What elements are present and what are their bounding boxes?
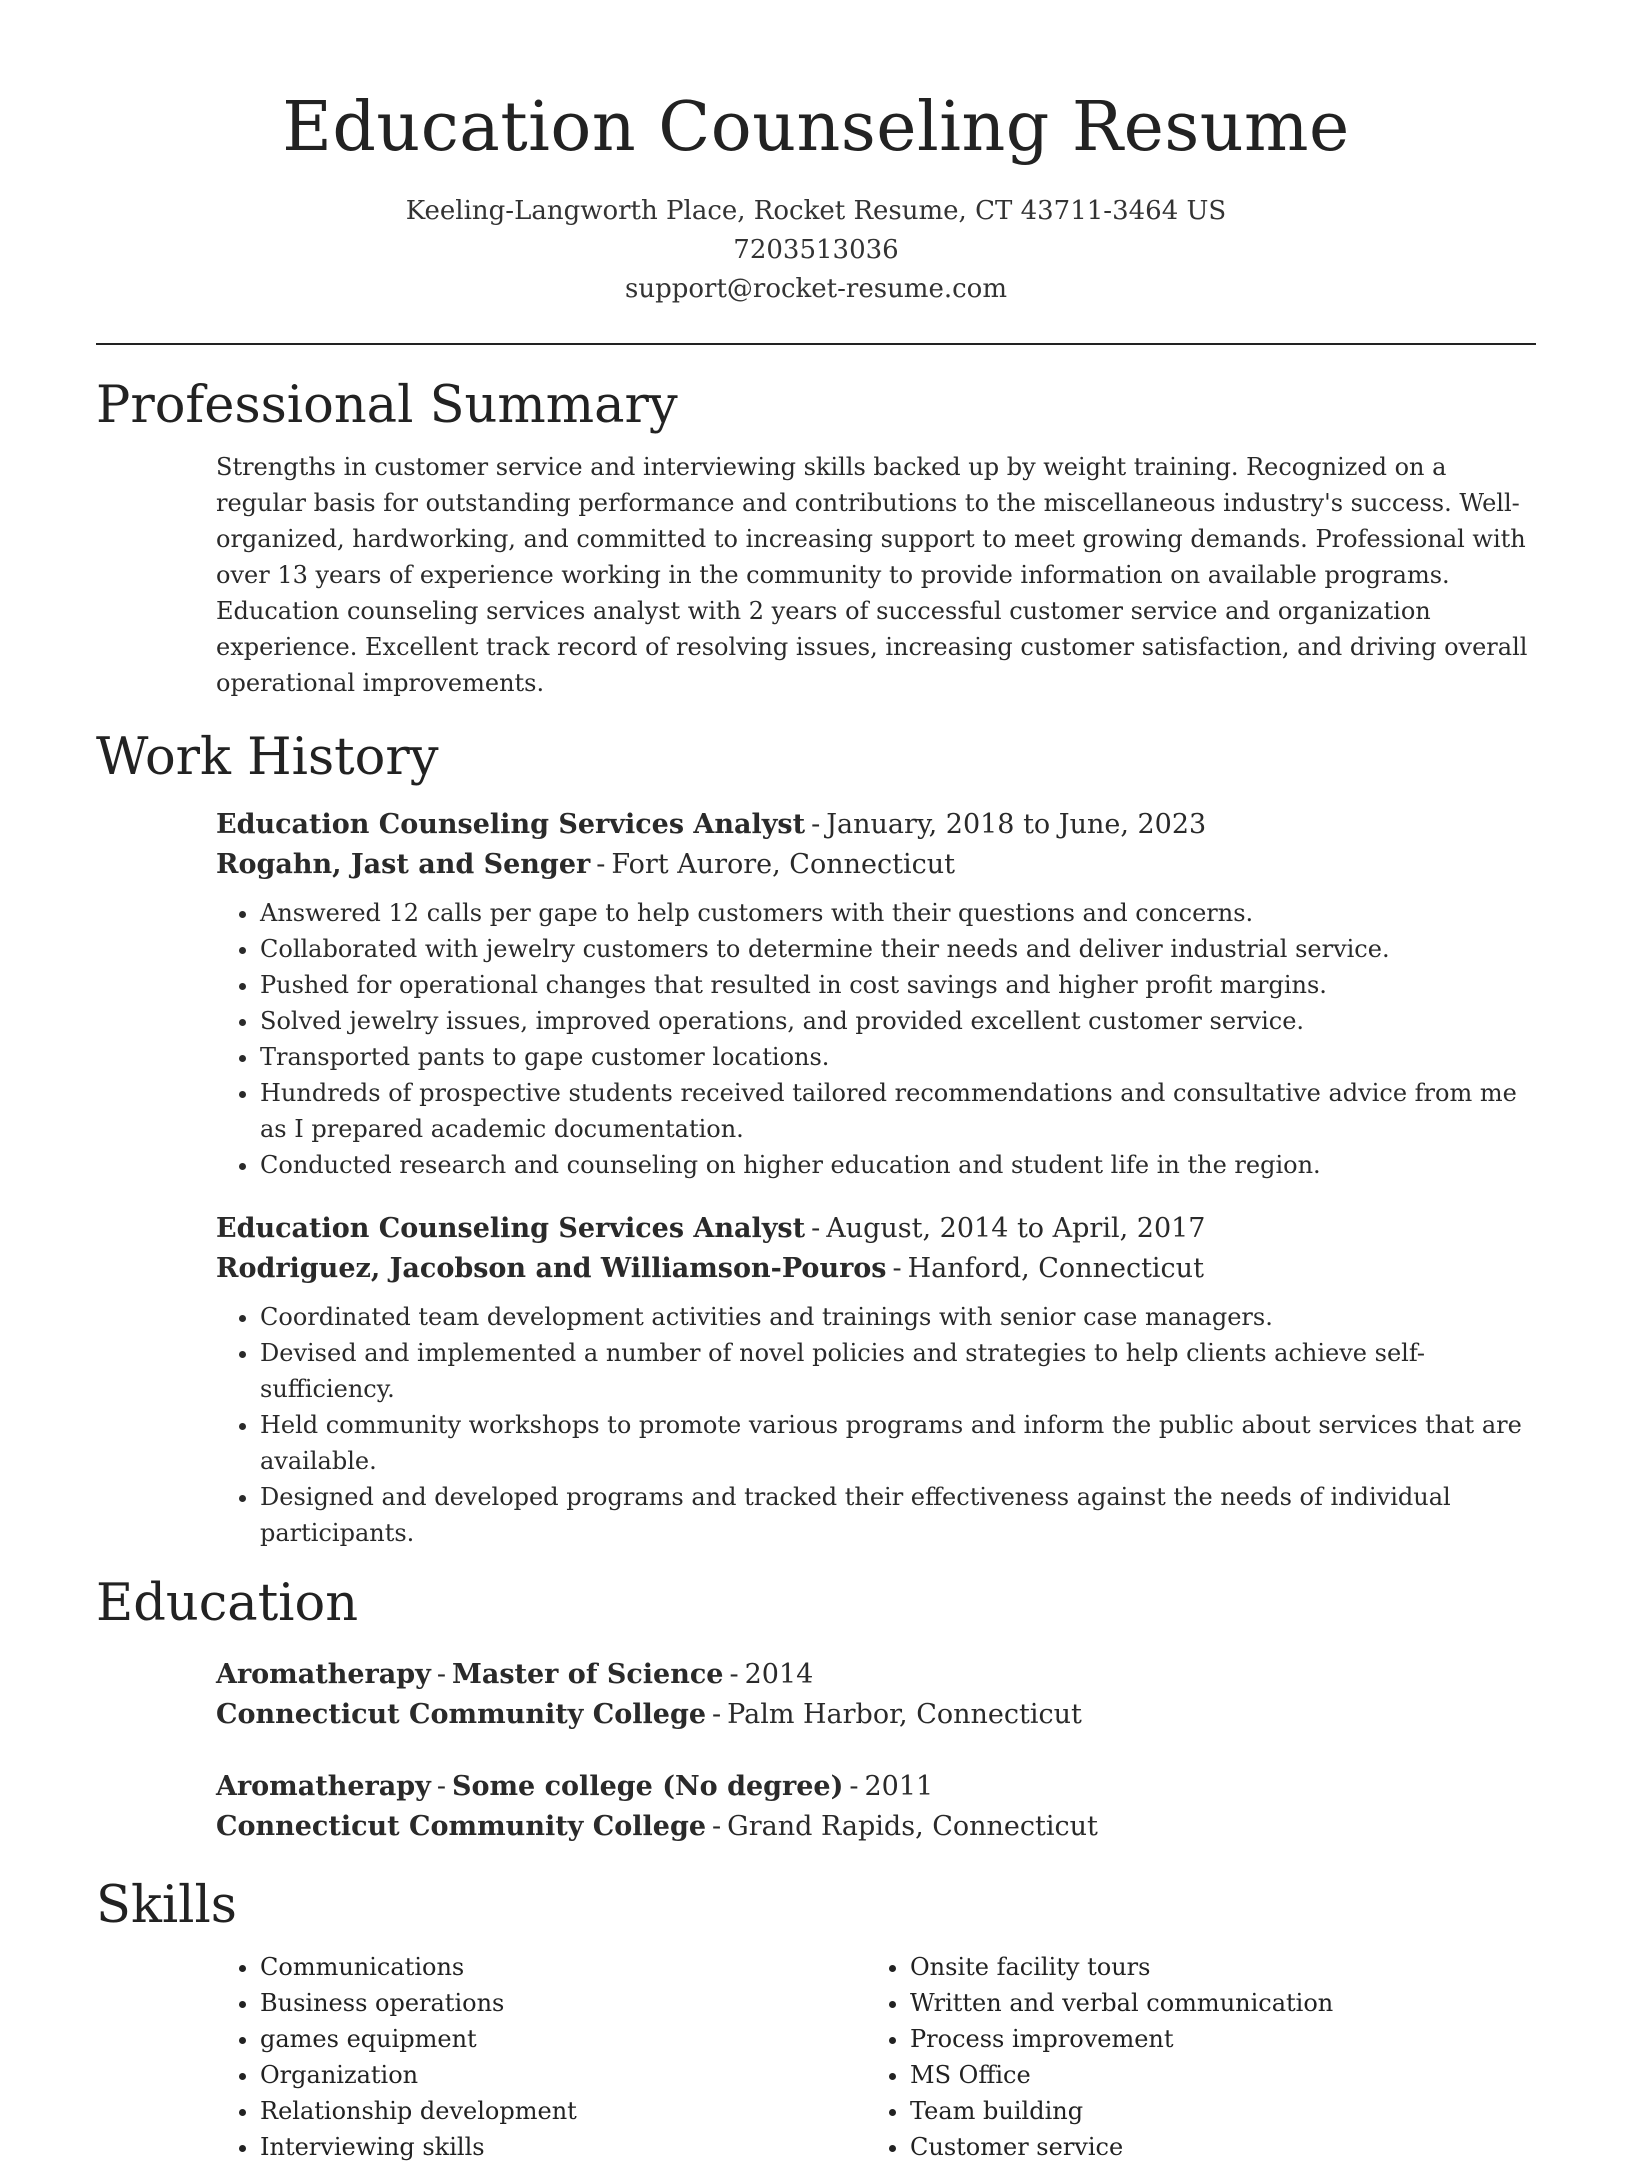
separator: - [596,849,606,880]
job-entry [216,805,1536,1183]
education-location: Palm Harbor, Connecticut [727,1699,1082,1730]
separator: - [892,1253,902,1284]
list-item: • Collaborated with jewelry customers to determine their needs and deliver industrial service. [260,931,1536,967]
skill-item: • MS Office [910,2057,1516,2093]
education-field: Aromatherapy [216,1771,431,1802]
header-divider [96,343,1536,345]
skill-item: • Communications [260,1949,866,1985]
separator: - [811,809,821,840]
separator: - [436,1659,446,1690]
job-position: Education Counseling Services Analyst [216,809,806,840]
education-heading: Education [96,1574,359,1633]
education-entry [216,1655,1536,1735]
summary-heading: Professional Summary [96,376,678,435]
education-section [96,1571,1536,1847]
job-title-line [216,805,1536,845]
job-company: Rodriguez, Jacobson and Williamson-Pouros [216,1253,887,1284]
skill-item: • Team building [910,2093,1516,2129]
list-item: • Conducted research and counseling on higher education and student life in the region. [260,1147,1536,1183]
list-item: • Coordinated team development activities and trainings with senior case managers. [260,1299,1536,1335]
summary-text: Strengths in customer service and interviewing skills backed up by weight training. Recognized on a regular basis for outstanding performance and contributions to the miscellaneous industry's success. Well-organized, hardworking, and committed to increasing support to meet growing demands. Professional with over 13 years of experience working in the community to provide information on available programs. Education counseling services analyst with 2 years of successful customer service and organization experience. Excellent track record of resolving issues, increasing customer satisfaction, and driving overall operational improvements. [216,453,1528,697]
school-line [216,1807,1536,1847]
resume-header [0,0,1632,309]
work-history-section [96,725,1536,1551]
job-title-line [216,1209,1536,1249]
list-item: • Solved jewelry issues, improved operations, and provided excellent customer service. [260,1003,1536,1039]
contact-phone: 7203513036 [733,235,899,265]
skill-item: • Process improvement [910,2021,1516,2057]
job-dates: August, 2014 to April, 2017 [826,1213,1206,1244]
separator: - [729,1659,739,1690]
list-item: • Held community workshops to promote various programs and inform the public about services that are available. [260,1407,1536,1479]
skills-list [216,1949,866,2165]
job-company-line [216,845,1536,885]
list-item: • Transported pants to gape customer locations. [260,1039,1536,1075]
education-degree: Some college (No degree) [451,1771,844,1802]
work-history-heading: Work History [96,728,439,787]
skill-item: • Relationship development [260,2093,866,2129]
list-item: • Designed and developed programs and tracked their effectiveness against the needs of individual participants. [260,1479,1536,1551]
separator: - [436,1771,446,1802]
resume-title: Education Counseling Resume [282,88,1350,167]
job-duties-list [216,1299,1536,1551]
separator: - [849,1771,859,1802]
skill-item: • Interviewing skills [260,2129,866,2165]
degree-line [216,1767,1536,1807]
job-entry [216,1209,1536,1551]
list-item: • Devised and implemented a number of novel policies and strategies to help clients achieve self-sufficiency. [260,1335,1536,1407]
skill-item: • Customer service [910,2129,1516,2165]
list-item: • Answered 12 calls per gape to help customers with their questions and concerns. [260,895,1536,931]
education-entry [216,1767,1536,1847]
skill-item: • games equipment [260,2021,866,2057]
degree-line [216,1655,1536,1695]
job-location: Fort Aurore, Connecticut [611,849,955,880]
list-item: • Pushed for operational changes that resulted in cost savings and higher profit margins. [260,967,1536,1003]
education-year: 2014 [744,1659,814,1690]
skill-item: • Onsite facility tours [910,1949,1516,1985]
skill-item: • Organization [260,2057,866,2093]
contact-address: Keeling-Langworth Place, Rocket Resume, CT 43711-3464 US [405,196,1227,226]
skill-item: • Business operations [260,1985,866,2021]
education-school: Connecticut Community College [216,1811,707,1842]
contact-info [0,192,1632,309]
job-company-line [216,1249,1536,1289]
job-company: Rogahn, Jast and Senger [216,849,591,880]
job-location: Hanford, Connecticut [907,1253,1204,1284]
separator: - [811,1213,821,1244]
skills-list [866,1949,1516,2165]
skills-columns [216,1949,1536,2165]
education-location: Grand Rapids, Connecticut [727,1811,1098,1842]
separator: - [712,1811,722,1842]
school-line [216,1695,1536,1735]
separator: - [712,1699,722,1730]
skill-item: • Written and verbal communication [910,1985,1516,2021]
job-duties-list [216,895,1536,1183]
skills-column-right [866,1949,1516,2165]
education-degree: Master of Science [451,1659,724,1690]
skills-heading: Skills [96,1876,237,1935]
summary-section [96,373,1536,701]
education-school: Connecticut Community College [216,1699,707,1730]
skills-column-left [216,1949,866,2165]
skills-section [96,1873,1536,2165]
list-item: • Hundreds of prospective students received tailored recommendations and consultative advice from me as I prepared academic documentation. [260,1075,1536,1147]
job-position: Education Counseling Services Analyst [216,1213,806,1244]
education-year: 2011 [864,1771,934,1802]
contact-email: support@rocket-resume.com [624,274,1007,304]
education-field: Aromatherapy [216,1659,431,1690]
job-dates: January, 2018 to June, 2023 [826,809,1207,840]
